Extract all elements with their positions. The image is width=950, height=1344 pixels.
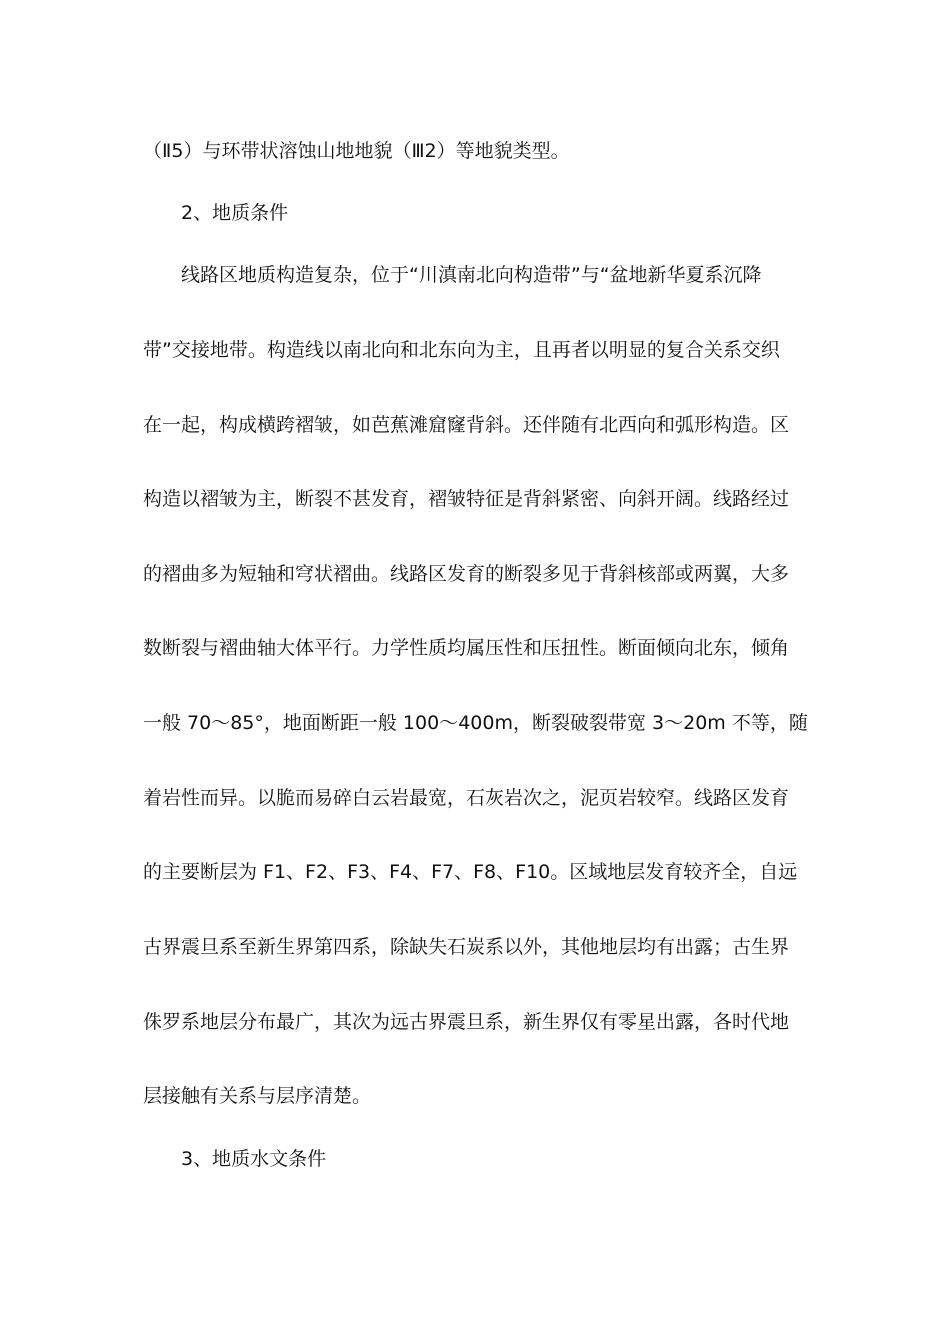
text-line-4: 带”交接地带。构造线以南北向和北东向为主，且再者以明显的复合关系交织 bbox=[143, 339, 780, 361]
text-line-10: 着岩性而异。以脆而易碎白云岩最宽，石灰岩次之，泥页岩较窄。线路区发育 bbox=[143, 787, 790, 809]
text-line-5: 在一起，构成横跨褶皱，如芭蕉滩窟窿背斜。还伴随有北西向和弧形构造。区 bbox=[143, 414, 790, 436]
text-line-8: 数断裂与褶曲轴大体平行。力学性质均属压性和压扭性。断面倾向北东，倾角 bbox=[143, 637, 790, 659]
text-line-14: 层接触有关系与层序清楚。 bbox=[143, 1085, 372, 1107]
section-heading-hydrology: 3、地质水文条件 bbox=[181, 1148, 327, 1170]
text-line-9: 一般 70～85°，地面断距一般 100～400m，断裂破裂带宽 3～20m 不等，随 bbox=[143, 712, 808, 734]
section-heading-geology: 2、地质条件 bbox=[181, 202, 289, 224]
text-line-6: 构造以褶皱为主，断裂不甚发育，褶皱特征是背斜紧密、向斜开阔。线路经过 bbox=[143, 488, 790, 510]
text-line-13: 侏罗系地层分布最广，其次为远古界震旦系，新生界仅有零星出露，各时代地 bbox=[143, 1011, 790, 1033]
text-line-12: 古界震旦系至新生界第四系，除缺失石炭系以外，其他地层均有出露；古生界 bbox=[143, 936, 790, 958]
text-line-11: 的主要断层为 F1、F2、F3、F4、F7、F8、F10。区域地层发育较齐全，自远 bbox=[143, 861, 798, 883]
text-line-7: 的褶曲多为短轴和穹状褶曲。线路区发育的断裂多见于背斜核部或两翼，大多 bbox=[143, 563, 790, 585]
text-line-1: （Ⅱ5）与环带状溶蚀山地地貌（Ⅲ2）等地貌类型。 bbox=[143, 140, 570, 162]
text-line-3: 线路区地质构造复杂，位于“川滇南北向构造带”与“盆地新华夏系沉降 bbox=[181, 264, 762, 286]
